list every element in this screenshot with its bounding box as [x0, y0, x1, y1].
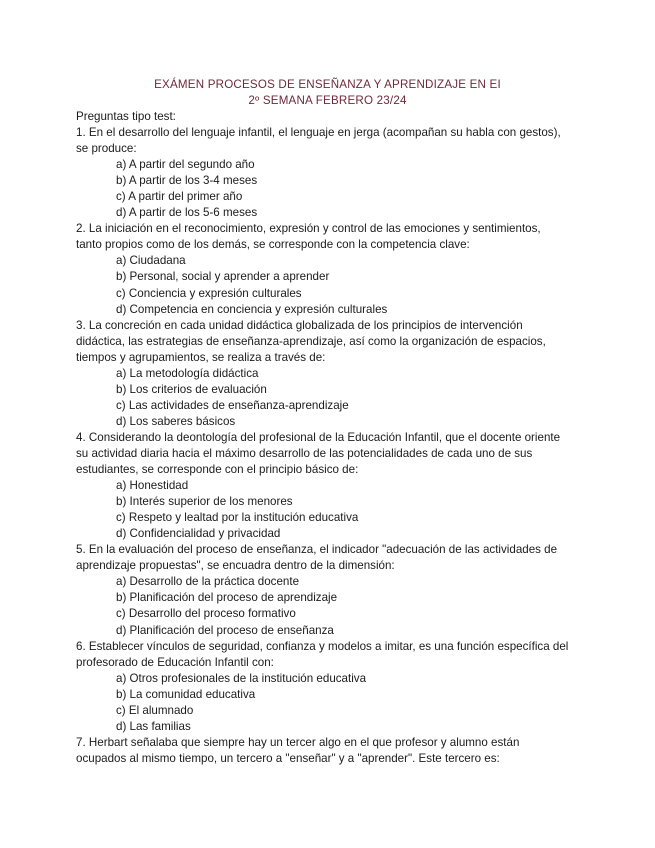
exam-title: EXÁMEN PROCESOS DE ENSEÑANZA Y APRENDIZAJE EN EI	[154, 78, 501, 91]
question-text: se produce:	[76, 142, 137, 156]
question-text: su actividad diaria hacia el máximo desarrollo de las potencialidades de cada uno de sus	[76, 446, 533, 460]
answer-option: b) Interés superior de los menores	[116, 495, 293, 509]
answer-option: d) Planificación del proceso de enseñanza	[116, 623, 334, 637]
answer-option: d) Confidencialidad y privacidad	[116, 527, 281, 541]
question	[76, 125, 581, 221]
exam-subtitle: 2º SEMANA FEBRERO 23/24	[248, 94, 407, 107]
question-text: ocupados al mismo tiempo, un tercero a "enseñar" y a "aprender". Este tercero es:	[76, 751, 500, 765]
answer-option: d) Competencia en conciencia y expresión culturales	[116, 302, 388, 316]
question-text: profesorado de Educación Infantil con:	[76, 655, 274, 669]
answer-option: a) La metodología didáctica	[116, 366, 259, 380]
answer-option: b) Personal, social y aprender a aprender	[116, 270, 330, 284]
question	[76, 430, 581, 542]
question	[76, 542, 581, 638]
answer-option: b) A partir de los 3-4 meses	[116, 174, 258, 188]
answer-option: b) Los criterios de evaluación	[116, 382, 267, 396]
answer-option: a) Otros profesionales de la institución educativa	[116, 671, 367, 685]
question-text: tanto propios como de los demás, se corresponde con la competencia clave:	[76, 238, 470, 252]
answer-option: d) Los saberes básicos	[116, 414, 236, 428]
question-text: 5. En la evaluación del proceso de enseñanza, el indicador "adecuación de las actividades de	[76, 543, 558, 557]
question-text: aprendizaje propuestas", se encuadra dentro de la dimensión:	[76, 559, 395, 573]
question-text: 3. La concreción en cada unidad didáctica globalizada de los principios de intervención	[76, 318, 523, 332]
answer-option: a) Honestidad	[116, 479, 189, 493]
question	[76, 318, 581, 430]
answer-option: a) A partir del segundo año	[116, 158, 255, 172]
answer-option: c) Las actividades de enseñanza-aprendizaje	[116, 398, 349, 412]
answer-option: b) La comunidad educativa	[116, 687, 256, 701]
answer-option: d) A partir de los 5-6 meses	[116, 206, 258, 220]
intro-text: Preguntas tipo test:	[76, 110, 176, 123]
question-text: 6. Establecer vínculos de seguridad, confianza y modelos a imitar, es una función específica del	[76, 639, 569, 653]
answer-option: b) Planificación del proceso de aprendizaje	[116, 591, 338, 605]
question	[76, 735, 581, 767]
question	[76, 221, 581, 317]
answer-option: c) Desarrollo del proceso formativo	[116, 607, 296, 621]
question-text: didáctica, las estrategias de enseñanza-aprendizaje, así como la organización de espacios,	[76, 334, 546, 348]
answer-option: a) Desarrollo de la práctica docente	[116, 575, 300, 589]
answer-option: a) Ciudadana	[116, 254, 186, 268]
question-text: 2. La iniciación en el reconocimiento, expresión y control de las emociones y sentimientos,	[76, 222, 541, 236]
answer-option: c) A partir del primer año	[116, 190, 243, 204]
question	[76, 639, 581, 735]
answer-option: c) El alumnado	[116, 703, 194, 717]
question-text: tiempos y agrupamientos, se realiza a través de:	[76, 350, 326, 364]
answer-option: c) Respeto y lealtad por la institución educativa	[116, 511, 359, 525]
question-text: 1. En el desarrollo del lenguaje infantil, el lenguaje en jerga (acompañan su habla con gestos),	[76, 126, 561, 140]
question-text: 4. Considerando la deontología del profesional de la Educación Infantil, que el docente oriente	[76, 430, 561, 444]
question-text: 7. Herbart señalaba que siempre hay un tercer algo en el que profesor y alumno están	[76, 735, 520, 749]
question-text: estudiantes, se corresponde con el principio básico de:	[76, 463, 359, 477]
exam-content	[76, 109, 581, 767]
answer-option: c) Conciencia y expresión culturales	[116, 286, 302, 300]
answer-option: d) Las familias	[116, 719, 191, 733]
